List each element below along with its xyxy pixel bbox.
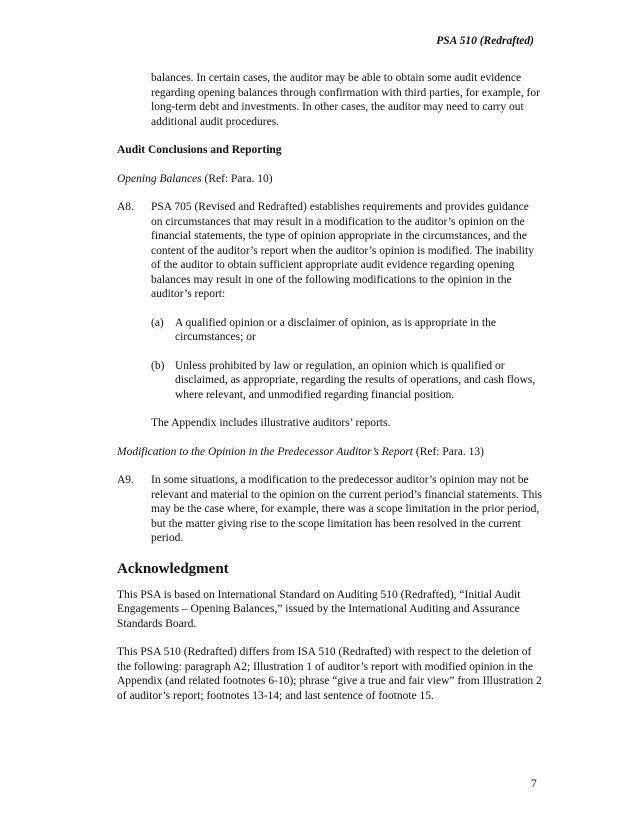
subheading-title: Opening Balances	[117, 172, 202, 185]
page-number: 7	[531, 778, 537, 790]
appendix-note: The Appendix includes illustrative auditors’ reports.	[151, 417, 391, 429]
paragraph-a8	[117, 200, 542, 302]
list-item-label: (b)	[151, 359, 165, 372]
list-item-text: Unless prohibited by law or regulation, an opinion which is qualified or disclaimed, as appropriate, regarding the results of operations, and cash flows, where relevant, and unmodified regarding financial position.	[175, 359, 536, 401]
paragraph-text: PSA 705 (Revised and Redrafted) establishes requirements and provides guidance on circumstances that may result in a modification to the auditor’s opinion on the financial statements, the type of opinion appropriate in the circumstances, and the content of the auditor’s report when the auditor’s opinion is modified. The inability of the auditor to obtain sufficient appropriate audit evidence regarding opening balances may result in one of the following modifications to the opinion in the auditor’s report:	[151, 201, 534, 300]
paragraph-a9	[117, 473, 542, 546]
list-item-label: (a)	[151, 316, 164, 329]
paragraph-text: In some situations, a modification to the predecessor auditor’s opinion may not be relevant and material to the opinion on the current period’s financial statements. This may be the case where, for example, there was a scope limitation in the prior period, but the matter giving rise to the scope limitation has been resolved in the current period.	[151, 474, 542, 544]
list-item-text: A qualified opinion or a disclaimer of opinion, as is appropriate in the circumstances; or	[175, 316, 496, 343]
paragraph-number: A8.	[117, 201, 134, 213]
section-heading-audit-conclusions: Audit Conclusions and Reporting	[117, 144, 282, 156]
list-item-b	[151, 359, 542, 403]
a8-list	[117, 316, 542, 403]
page-header: PSA 510 (Redrafted)	[436, 35, 534, 47]
continuation-paragraph: balances. In certain cases, the auditor may be able to obtain some audit evidence regarding opening balances through confirmation with third parties, for example, for long-term debt and investments. In other cases, the auditor may need to carry out additional audit procedures.	[151, 72, 540, 128]
list-item-a	[151, 316, 542, 345]
subheading-ref: (Ref: Para. 10)	[201, 172, 273, 185]
paragraph-number: A9.	[117, 474, 134, 486]
subheading-ref: (Ref: Para. 13)	[413, 445, 484, 458]
subheading-title: Modification to the Opinion in the Predecessor Auditor’s Report	[117, 445, 413, 458]
subheading-predecessor-opinion	[117, 445, 542, 460]
acknowledgment-paragraph-1: This PSA is based on International Standard on Auditing 510 (Redrafted), “Initial Audit Engagements – Opening Balances,” issued by the International Auditing and Assurance Standards Board.	[117, 588, 521, 630]
paragraph-body	[151, 473, 542, 546]
document-body	[117, 71, 542, 717]
acknowledgment-paragraph-2: This PSA 510 (Redrafted) differs from ISA 510 (Redrafted) with respect to the deletion of the following: paragraph A2; Illustration 1 of auditor’s report with modified opinion in the Appendix (and related footnotes 6-10); phrase “give a true and fair view” from Illustration 2 of auditor’s report; footnotes 13-14; and last sentence of footnote 15.	[117, 646, 542, 702]
acknowledgment-heading: Acknowledgment	[117, 560, 229, 577]
subheading-opening-balances	[117, 172, 542, 187]
paragraph-body	[151, 200, 542, 302]
